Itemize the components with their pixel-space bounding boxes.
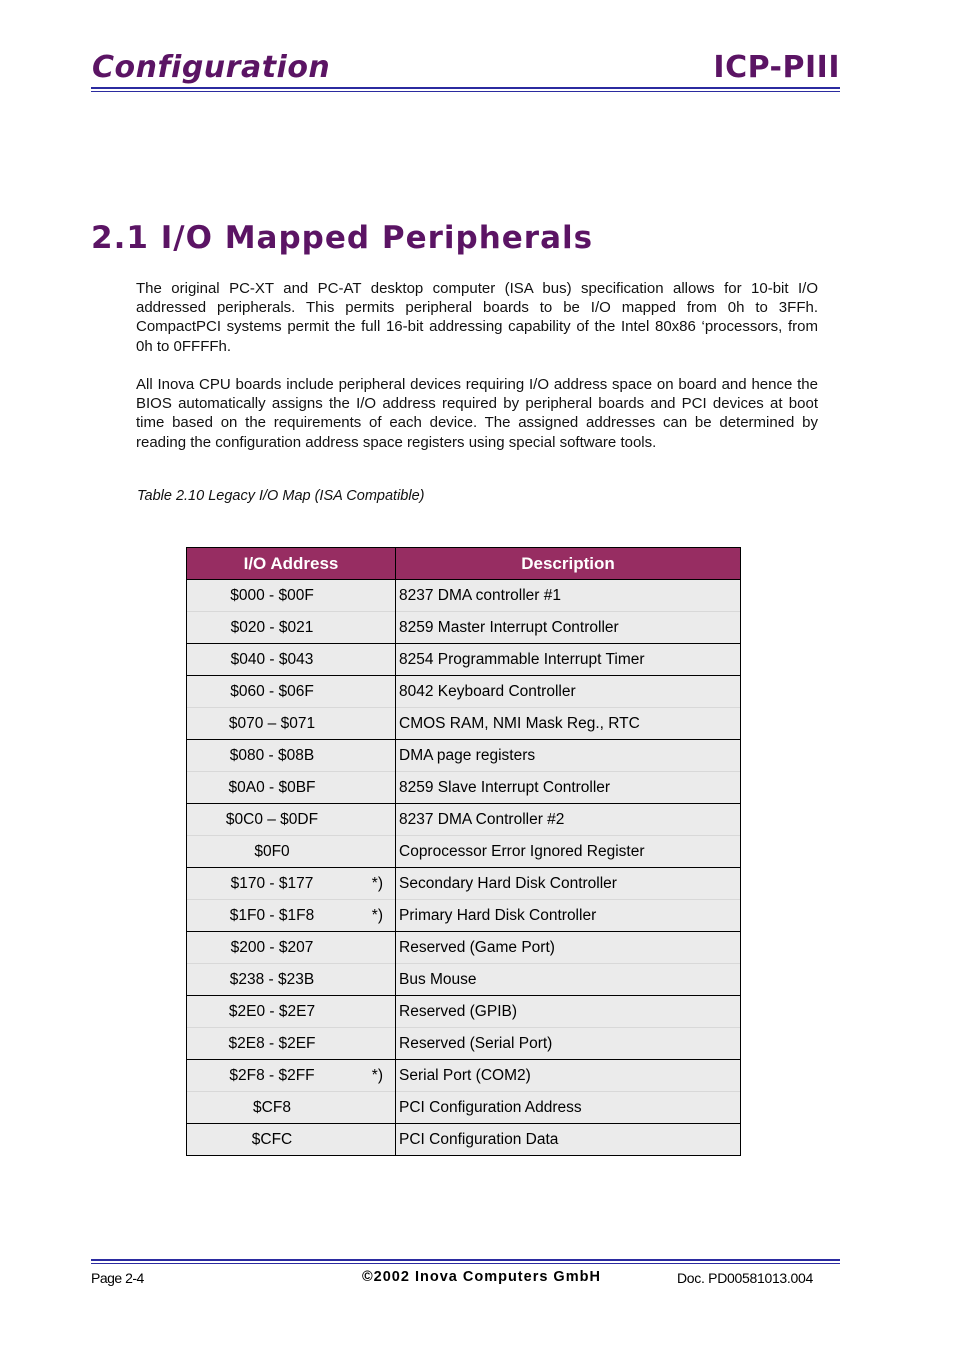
- table-row: [187, 612, 741, 644]
- io-address-cell: [187, 644, 396, 676]
- table-row: [187, 804, 741, 836]
- description-cell: 8042 Keyboard Controller: [396, 676, 741, 708]
- description-cell: 8237 DMA Controller #2: [396, 804, 741, 836]
- io-address-cell: [187, 996, 396, 1028]
- description-cell: 8254 Programmable Interrupt Timer: [396, 644, 741, 676]
- io-address: $020 - $021: [230, 619, 314, 636]
- footer-rule-thin: [91, 1263, 840, 1264]
- io-map-table: [186, 547, 741, 1156]
- table-row: [187, 1028, 741, 1060]
- io-address-cell: [187, 1092, 396, 1124]
- table-row: [187, 676, 741, 708]
- io-address-cell: [187, 708, 396, 740]
- table-row: [187, 1124, 741, 1156]
- footnote-marker: *): [371, 1067, 383, 1084]
- io-address-cell: [187, 612, 396, 644]
- description-cell: Reserved (Game Port): [396, 932, 741, 964]
- description-cell: 8237 DMA controller #1: [396, 580, 741, 612]
- footer-page-number: Page 2-4: [91, 1270, 144, 1286]
- table-row: [187, 1060, 741, 1092]
- description-cell: DMA page registers: [396, 740, 741, 772]
- table-row: [187, 644, 741, 676]
- io-address-cell: [187, 580, 396, 612]
- io-address: $2E8 - $2EF: [228, 1035, 316, 1052]
- io-address: $2E0 - $2E7: [228, 1003, 316, 1020]
- description-cell: PCI Configuration Data: [396, 1124, 741, 1156]
- io-address: $238 - $23B: [229, 971, 315, 988]
- io-address-cell: [187, 836, 396, 868]
- footer-rule: [91, 1259, 840, 1261]
- description-cell: Bus Mouse: [396, 964, 741, 996]
- io-address-cell: [187, 1124, 396, 1156]
- footnote-marker: *): [371, 875, 383, 892]
- table-row: [187, 740, 741, 772]
- header-rule: [91, 87, 840, 89]
- paragraph-1: The original PC-XT and PC-AT desktop computer (ISA bus) specification allows for 10-bit I/O addressed peripherals. This permits peripheral boards to be I/O mapped from 0h to 3FFh. CompactPCI systems permit the full 16-bit addressing capability of the Intel 80x86 ‘processors, from 0h to 0FFFFh.: [136, 280, 818, 355]
- table-row: [187, 932, 741, 964]
- io-address: $1F0 - $1F8: [229, 907, 315, 924]
- io-address: $CF8: [253, 1099, 291, 1116]
- io-address-cell: [187, 932, 396, 964]
- table-row: [187, 996, 741, 1028]
- description-cell: PCI Configuration Address: [396, 1092, 741, 1124]
- io-address: $2F8 - $2FF: [229, 1067, 315, 1084]
- table-row: [187, 580, 741, 612]
- footnote-marker: *): [371, 907, 383, 924]
- paragraph-2: All Inova CPU boards include peripheral devices requiring I/O address space on board and hence the BIOS automatically assigns the I/O address required by peripheral boards and PCI devices at boot time based on the requirements of each device. The assigned addresses can be determined by reading the configuration address space registers using special software tools.: [136, 376, 818, 451]
- io-address: $070 – $071: [228, 715, 316, 732]
- header-rule-thin: [91, 91, 840, 92]
- column-header-description: Description: [396, 548, 741, 580]
- table-row: [187, 868, 741, 900]
- io-address: $0F0: [254, 843, 290, 860]
- io-address-cell: [187, 964, 396, 996]
- io-address: $170 - $177: [230, 875, 314, 892]
- io-address-cell: [187, 804, 396, 836]
- description-cell: 8259 Master Interrupt Controller: [396, 612, 741, 644]
- header-title: Configuration: [92, 50, 331, 85]
- description-cell: Serial Port (COM2): [396, 1060, 741, 1092]
- io-address-cell: [187, 1060, 396, 1092]
- description-cell: Reserved (Serial Port): [396, 1028, 741, 1060]
- io-address: $000 - $00F: [230, 587, 314, 604]
- table-row: [187, 836, 741, 868]
- table-row: [187, 964, 741, 996]
- io-address: $080 - $08B: [229, 747, 315, 764]
- io-address-cell: [187, 740, 396, 772]
- table-row: [187, 708, 741, 740]
- io-address: $0C0 – $0DF: [225, 811, 319, 828]
- io-address-cell: [187, 900, 396, 932]
- io-address-cell: [187, 772, 396, 804]
- io-address-cell: [187, 676, 396, 708]
- description-cell: Reserved (GPIB): [396, 996, 741, 1028]
- description-cell: Primary Hard Disk Controller: [396, 900, 741, 932]
- description-cell: CMOS RAM, NMI Mask Reg., RTC: [396, 708, 741, 740]
- table-caption: Table 2.10 Legacy I/O Map (ISA Compatible): [137, 488, 425, 504]
- section-title: 2.1 I/O Mapped Peripherals: [91, 220, 594, 256]
- description-cell: Secondary Hard Disk Controller: [396, 868, 741, 900]
- io-address: $CFC: [251, 1131, 293, 1148]
- io-address-cell: [187, 868, 396, 900]
- table-row: [187, 1092, 741, 1124]
- io-address: $040 - $043: [230, 651, 314, 668]
- column-header-address: I/O Address: [187, 548, 396, 580]
- description-cell: Coprocessor Error Ignored Register: [396, 836, 741, 868]
- io-address: $060 - $06F: [230, 683, 314, 700]
- table-row: [187, 772, 741, 804]
- description-cell: 8259 Slave Interrupt Controller: [396, 772, 741, 804]
- io-address: $0A0 - $0BF: [228, 779, 316, 796]
- footer-copyright: ©2002 Inova Computers GmbH: [362, 1269, 601, 1285]
- io-address-cell: [187, 1028, 396, 1060]
- table-header-row: [187, 548, 741, 580]
- header-product: ICP-PIII: [713, 50, 840, 85]
- io-address: $200 - $207: [230, 939, 314, 956]
- table-body: [187, 580, 741, 1156]
- footer-doc-number: Doc. PD00581013.004: [677, 1270, 813, 1286]
- table-row: [187, 900, 741, 932]
